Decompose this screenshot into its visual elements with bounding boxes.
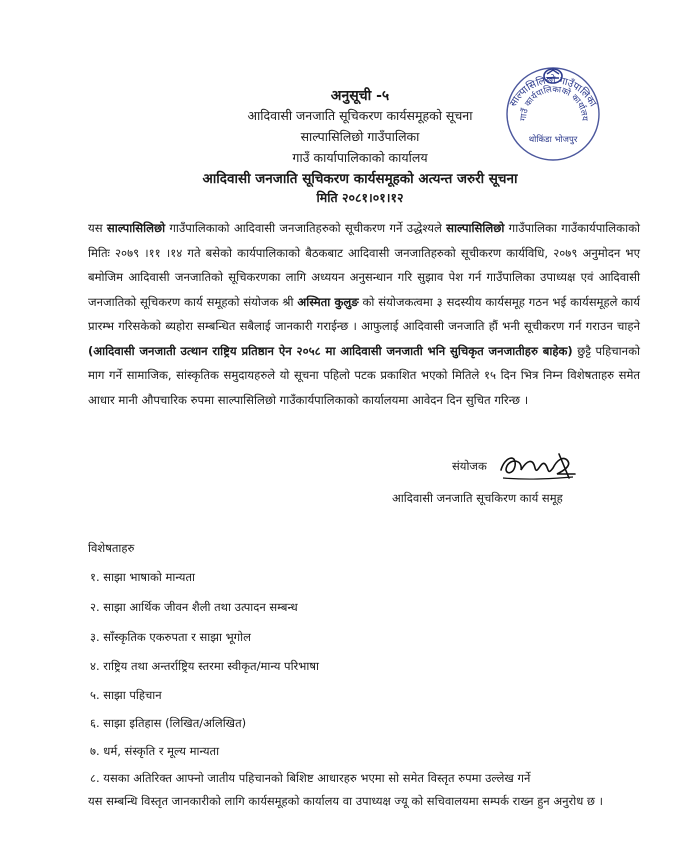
body-text: को संयोजकत्वमा ३ सदस्यीय कार्यसमूह गठन भई कार्यसमूहले कार्य प्रारम्भ गरिसकेको ब्यहोरा सम्बन्धित सबैलाई जानकारी गराईन्छ । आफुलाई आदिवासी जनजाति हौं भनी सूचीकरण गर्न गराउन चाहने xyxy=(88,294,640,333)
header-line-3: गाउँ कार्यापालिकाको कार्यालय xyxy=(292,150,428,165)
feature-item: ५. साझा पहिचान xyxy=(90,688,162,702)
signatory-role: संयोजक xyxy=(452,459,487,473)
body-bold-text: साल्पासिलिछो xyxy=(446,221,505,235)
body-text: यस xyxy=(88,221,107,235)
annex-label: अनुसूची -५ xyxy=(330,88,390,104)
handwritten-signature xyxy=(497,450,579,484)
body-bold-text: अस्मिता कुलुङ xyxy=(297,294,359,309)
body-text: गाउँपालिकाको आदिवासी जनजातिहरुको सूचीकरण गर्ने उद्धेश्यले xyxy=(165,221,447,235)
notice-title: आदिवासी जनजाति सूचिकरण कार्यसमूहको अत्यन्त जरुरी सूचना xyxy=(202,171,518,187)
features-title: विशेषताहरु xyxy=(88,541,135,555)
stamp-text-bottom: थोकिंडा भोजपुर xyxy=(528,135,578,145)
feature-item: ८. यसका अतिरिक्त आफ्नो जातीय पहिचानको बिशिष्ट आधारहरु भएमा सो समेत विस्तृत रुपमा उल्लेख गर्ने xyxy=(90,771,531,785)
feature-item: ३. साँस्कृतिक एकरुपता र साझा भूगोल xyxy=(90,630,251,644)
feature-item: २. साझा आर्थिक जीवन शैली तथा उत्पादन सम्बन्ध xyxy=(90,600,298,614)
stamp-text-top: साल्पासिलिछो गाउँपालिका xyxy=(507,74,599,109)
notice-body xyxy=(88,216,640,412)
feature-item: ४. राष्ट्रिय तथा अन्तर्राष्ट्रिय स्तरमा स्वीकृत/मान्य परिभाषा xyxy=(90,659,319,673)
feature-item: ६. साझा इतिहास (लिखित/अलिखित) xyxy=(90,716,247,730)
signatory-organization: आदिवासी जनजाति सूचकिरण कार्य समूह xyxy=(392,491,563,505)
body-text: गाउँपालिका गाउँकार्यपालिकाको मितिः २०७९ ।११ ।१४ गते बसेको कार्यपालिकाको बैठकबाट आदिवासी जनजातिहरुको सूचीकरण कार्यविधि, २०७९ अनुमोदन भए बमोजिम आदिवासी जनजातिको सूचिकरणका लागि अध्ययन अनुसन्धान गरि सुझाव पेश गर्न गाउँपालिका उपाध्यक्ष एवं आदिवासी जनजातिको सूचिकरण कार्य समूहको संयोजक श्री xyxy=(88,221,640,309)
contact-note: यस सम्बन्धि विस्तृत जानकारीको लागि कार्यसमूहको कार्यालय वा उपाध्यक्ष ज्यू को सचिवालयमा सम्पर्क राख्न हुन अनुरोध छ । xyxy=(88,794,603,808)
body-text: छुट्टै पहिचानको माग गर्ने सामाजिक, सांस्कृतिक समुदायहरुले यो सूचना पहिलो पटक प्रकाशित भएको मितिले १५ दिन भित्र निम्न विशेषताहरु समेत आधार मानी औपचारिक रुपमा साल्पासिलिछो गाउँकार्यपालिकाको कार्यालयमा आवेदन दिन सुचित गरिन्छ । xyxy=(88,343,640,407)
header-line-1: आदिवासी जनजाति सूचिकरण कार्यसमूहको सूचना xyxy=(247,108,473,123)
header-line-2: साल्पासिलिछो गाउँपालिका xyxy=(300,129,420,144)
feature-item: ७. धर्म, संस्कृति र मूल्य मान्यता xyxy=(90,744,220,758)
notice-date: मिति २०८१।०१।१२ xyxy=(316,190,404,205)
body-bold-text: (आदिवासी जनजाती उत्थान राष्ट्रिय प्रतिष्ठान ऐन २०५८ मा आदिवासी जनजाती भनि सुचिकृत जनजातीहरु बाहेक) xyxy=(88,343,573,358)
body-bold-text: साल्पासिलिछो xyxy=(106,221,166,235)
stamp-text-mid: गाउँ कार्यपालिकाको कार्यालय xyxy=(518,84,590,122)
feature-item: १. साझा भाषाको मान्यता xyxy=(90,570,195,584)
